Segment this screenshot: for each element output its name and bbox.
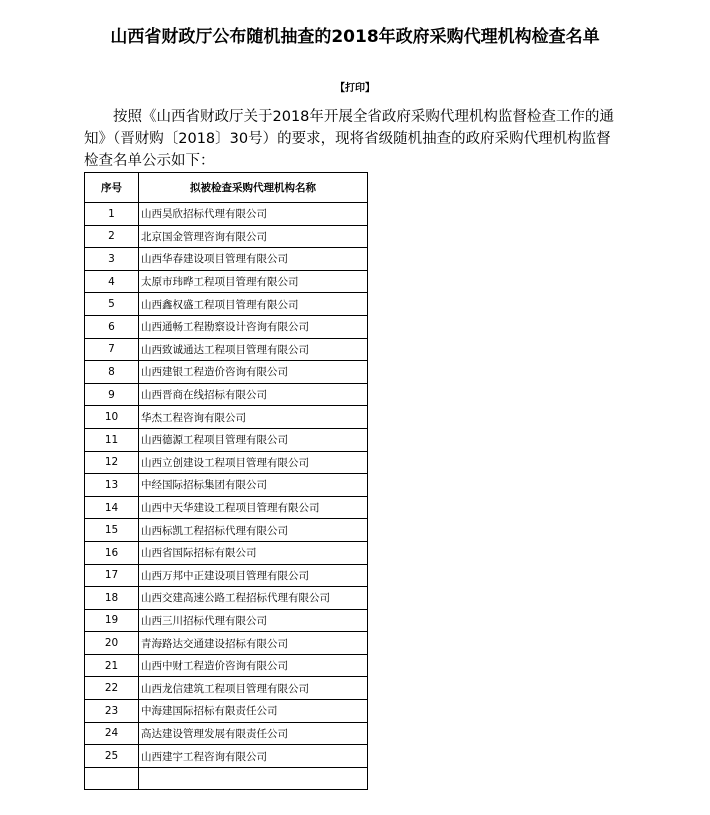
row-number: 11 [85, 428, 139, 451]
agency-name: 中海建国际招标有限责任公司 [139, 700, 368, 723]
header-name: 拟被检查采购代理机构名称 [139, 173, 368, 203]
row-number: 17 [85, 564, 139, 587]
table-row [85, 248, 368, 271]
agency-name: 山西致诚通达工程项目管理有限公司 [139, 338, 368, 361]
table-row [85, 451, 368, 474]
agency-name: 山西德源工程项目管理有限公司 [139, 428, 368, 451]
agency-name: 山西建宇工程咨询有限公司 [139, 745, 368, 768]
table-row [85, 203, 368, 226]
agency-name: 山西交建高速公路工程招标代理有限公司 [139, 587, 368, 610]
agency-name: 山西龙信建筑工程项目管理有限公司 [139, 677, 368, 700]
agency-name: 山西省国际招标有限公司 [139, 541, 368, 564]
row-number: 9 [85, 383, 139, 406]
table-row [85, 428, 368, 451]
table-row [85, 564, 368, 587]
row-number: 20 [85, 632, 139, 655]
row-number: 3 [85, 248, 139, 271]
table-row [85, 293, 368, 316]
table-row [85, 632, 368, 655]
header-no: 序号 [85, 173, 139, 203]
row-number: 13 [85, 474, 139, 497]
table-row [85, 745, 368, 768]
table-row [85, 654, 368, 677]
agency-name: 山西三川招标代理有限公司 [139, 609, 368, 632]
table-row [85, 587, 368, 610]
table-row [85, 406, 368, 429]
agency-name: 山西昊欣招标代理有限公司 [139, 203, 368, 226]
row-number: 25 [85, 745, 139, 768]
agency-name: 山西标凯工程招标代理有限公司 [139, 519, 368, 542]
agency-name: 山西立创建设工程项目管理有限公司 [139, 451, 368, 474]
row-number: 12 [85, 451, 139, 474]
table-row [85, 609, 368, 632]
row-number: 23 [85, 700, 139, 723]
agency-name: 华杰工程咨询有限公司 [139, 406, 368, 429]
row-number: 16 [85, 541, 139, 564]
row-number: 4 [85, 270, 139, 293]
table-body [85, 203, 368, 790]
agency-name: 高达建设管理发展有限责任公司 [139, 722, 368, 745]
table-row [85, 519, 368, 542]
table-row [85, 338, 368, 361]
agency-name [139, 767, 368, 790]
intro-paragraph: 按照《山西省财政厅关于2018年开展全省政府采购代理机构监督检查工作的通知》（晋财购〔2018〕30号）的要求，现将省级随机抽查的政府采购代理机构监督检查名单公示如下： [84, 109, 614, 169]
row-number: 21 [85, 654, 139, 677]
agency-name: 山西万邦中正建设项目管理有限公司 [139, 564, 368, 587]
table-row [85, 383, 368, 406]
table-row [85, 474, 368, 497]
agency-name: 山西建银工程造价咨询有限公司 [139, 361, 368, 384]
table-row [85, 677, 368, 700]
table-header-row [85, 173, 368, 203]
row-number: 18 [85, 587, 139, 610]
agency-name: 山西中天华建设工程项目管理有限公司 [139, 496, 368, 519]
agency-name: 青海路达交通建设招标有限公司 [139, 632, 368, 655]
row-number [85, 767, 139, 790]
row-number: 1 [85, 203, 139, 226]
page-title: 山西省财政厅公布随机抽查的2018年政府采购代理机构检查名单 [110, 27, 600, 47]
row-number: 19 [85, 609, 139, 632]
print-link[interactable]: 【打印】 [335, 83, 375, 94]
table-row [85, 361, 368, 384]
table-row [85, 315, 368, 338]
row-number: 7 [85, 338, 139, 361]
row-number: 14 [85, 496, 139, 519]
row-number: 22 [85, 677, 139, 700]
table-row [85, 225, 368, 248]
agency-name: 山西通畅工程勘察设计咨询有限公司 [139, 315, 368, 338]
row-number: 24 [85, 722, 139, 745]
agency-name: 中经国际招标集团有限公司 [139, 474, 368, 497]
row-number: 5 [85, 293, 139, 316]
agency-name: 太原市玮晔工程项目管理有限公司 [139, 270, 368, 293]
table-row [85, 496, 368, 519]
row-number: 8 [85, 361, 139, 384]
table-row [85, 722, 368, 745]
agency-name: 山西华春建设项目管理有限公司 [139, 248, 368, 271]
agency-list-table [84, 172, 368, 790]
row-number: 6 [85, 315, 139, 338]
row-number: 10 [85, 406, 139, 429]
agency-name: 北京国金管理咨询有限公司 [139, 225, 368, 248]
row-number: 15 [85, 519, 139, 542]
table-row [85, 270, 368, 293]
row-number: 2 [85, 225, 139, 248]
agency-name: 山西鑫权盛工程项目管理有限公司 [139, 293, 368, 316]
table-row [85, 767, 368, 790]
table-row [85, 541, 368, 564]
agency-name: 山西中财工程造价咨询有限公司 [139, 654, 368, 677]
agency-name: 山西晋商在线招标有限公司 [139, 383, 368, 406]
table-row [85, 700, 368, 723]
